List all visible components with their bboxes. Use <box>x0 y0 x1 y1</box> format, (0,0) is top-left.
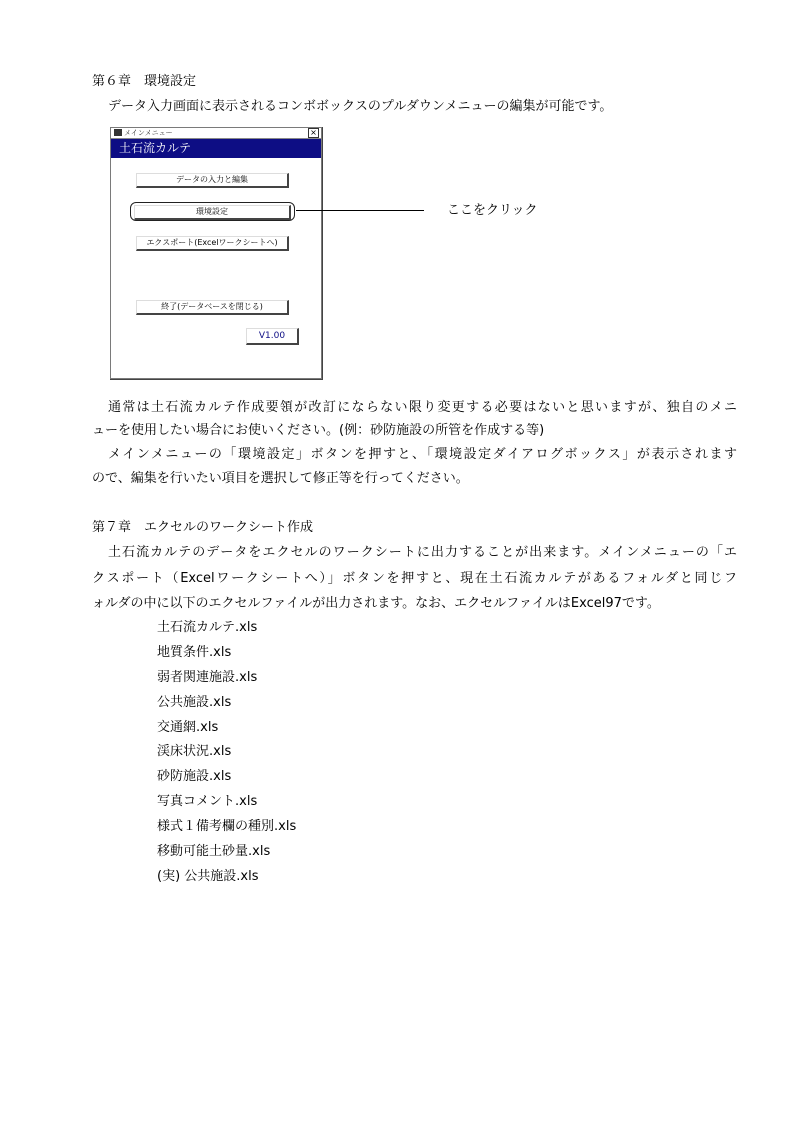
data-entry-button[interactable]: データの入力と編集 <box>136 173 289 188</box>
chapter7-heading: 第７章 エクセルのワークシート作成 <box>92 520 314 535</box>
main-menu-window <box>110 127 322 379</box>
chapter7-line2: クスポート（Excelワークシートへ）」ボタンを押すと、現在土石流カルテがあるフォルダと同じフ <box>92 571 737 586</box>
system-menu-icon[interactable] <box>114 129 122 136</box>
file-item: 写真コメント.xls <box>157 794 258 810</box>
chapter7-line1: 土石流カルテのデータをエクセルのワークシートに出力することが出来ます。メインメニューの「エ <box>108 545 737 560</box>
app-title-bar <box>111 139 321 158</box>
excel-file-list <box>157 619 296 893</box>
callout-line <box>296 210 424 211</box>
settings-button[interactable]: 環境設定 <box>134 205 291 220</box>
exit-button[interactable]: 終了(データベースを閉じる) <box>136 300 289 315</box>
version-button[interactable]: V1.00 <box>246 328 299 345</box>
chapter6-paragraph2-line1: メインメニューの「環境設定」ボタンを押すと、「環境設定ダイアログボックス」が表示されます <box>108 447 737 462</box>
file-item: 弱者関連施設.xls <box>157 669 258 685</box>
file-item: (実) 公共施設.xls <box>157 868 259 884</box>
chapter6-paragraph1-line2: ューを使用したい場合にお使いください。(例：砂防施設の所管を作成する等) <box>92 423 545 438</box>
callout-label: ここをクリック <box>447 203 538 218</box>
file-item: 渓床状況.xls <box>157 744 232 760</box>
file-item: 公共施設.xls <box>157 694 232 710</box>
file-item: 交通網.xls <box>157 719 219 735</box>
file-item: 移動可能土砂量.xls <box>157 844 271 860</box>
close-icon[interactable]: × <box>308 128 319 138</box>
window-titlebar <box>111 128 321 139</box>
file-item: 砂防施設.xls <box>157 769 232 785</box>
file-item: 様式１備考欄の種別.xls <box>157 819 297 835</box>
chapter6-paragraph2-line2: ので、編集を行いたい項目を選択して修正等を行ってください。 <box>92 471 469 486</box>
chapter6-paragraph1-line1: 通常は土石流カルテ作成要領が改訂にならない限り変更する必要はないと思いますが、独自のメニ <box>108 400 737 415</box>
file-item: 土石流カルテ.xls <box>157 620 258 635</box>
chapter6-intro: データ入力画面に表示されるコンボボックスのプルダウンメニューの編集が可能です。 <box>108 99 613 114</box>
chapter7-line3: ォルダの中に以下のエクセルファイルが出力されます。なお、エクセルファイルはExcel97です。 <box>92 596 660 611</box>
app-title: 土石流カルテ <box>119 141 192 155</box>
file-item: 地質条件.xls <box>157 644 232 660</box>
chapter6-heading: 第６章 環境設定 <box>92 74 197 89</box>
export-button[interactable]: エクスポート(Excelワークシートへ) <box>136 236 289 251</box>
window-title: メインメニュー <box>124 129 173 137</box>
